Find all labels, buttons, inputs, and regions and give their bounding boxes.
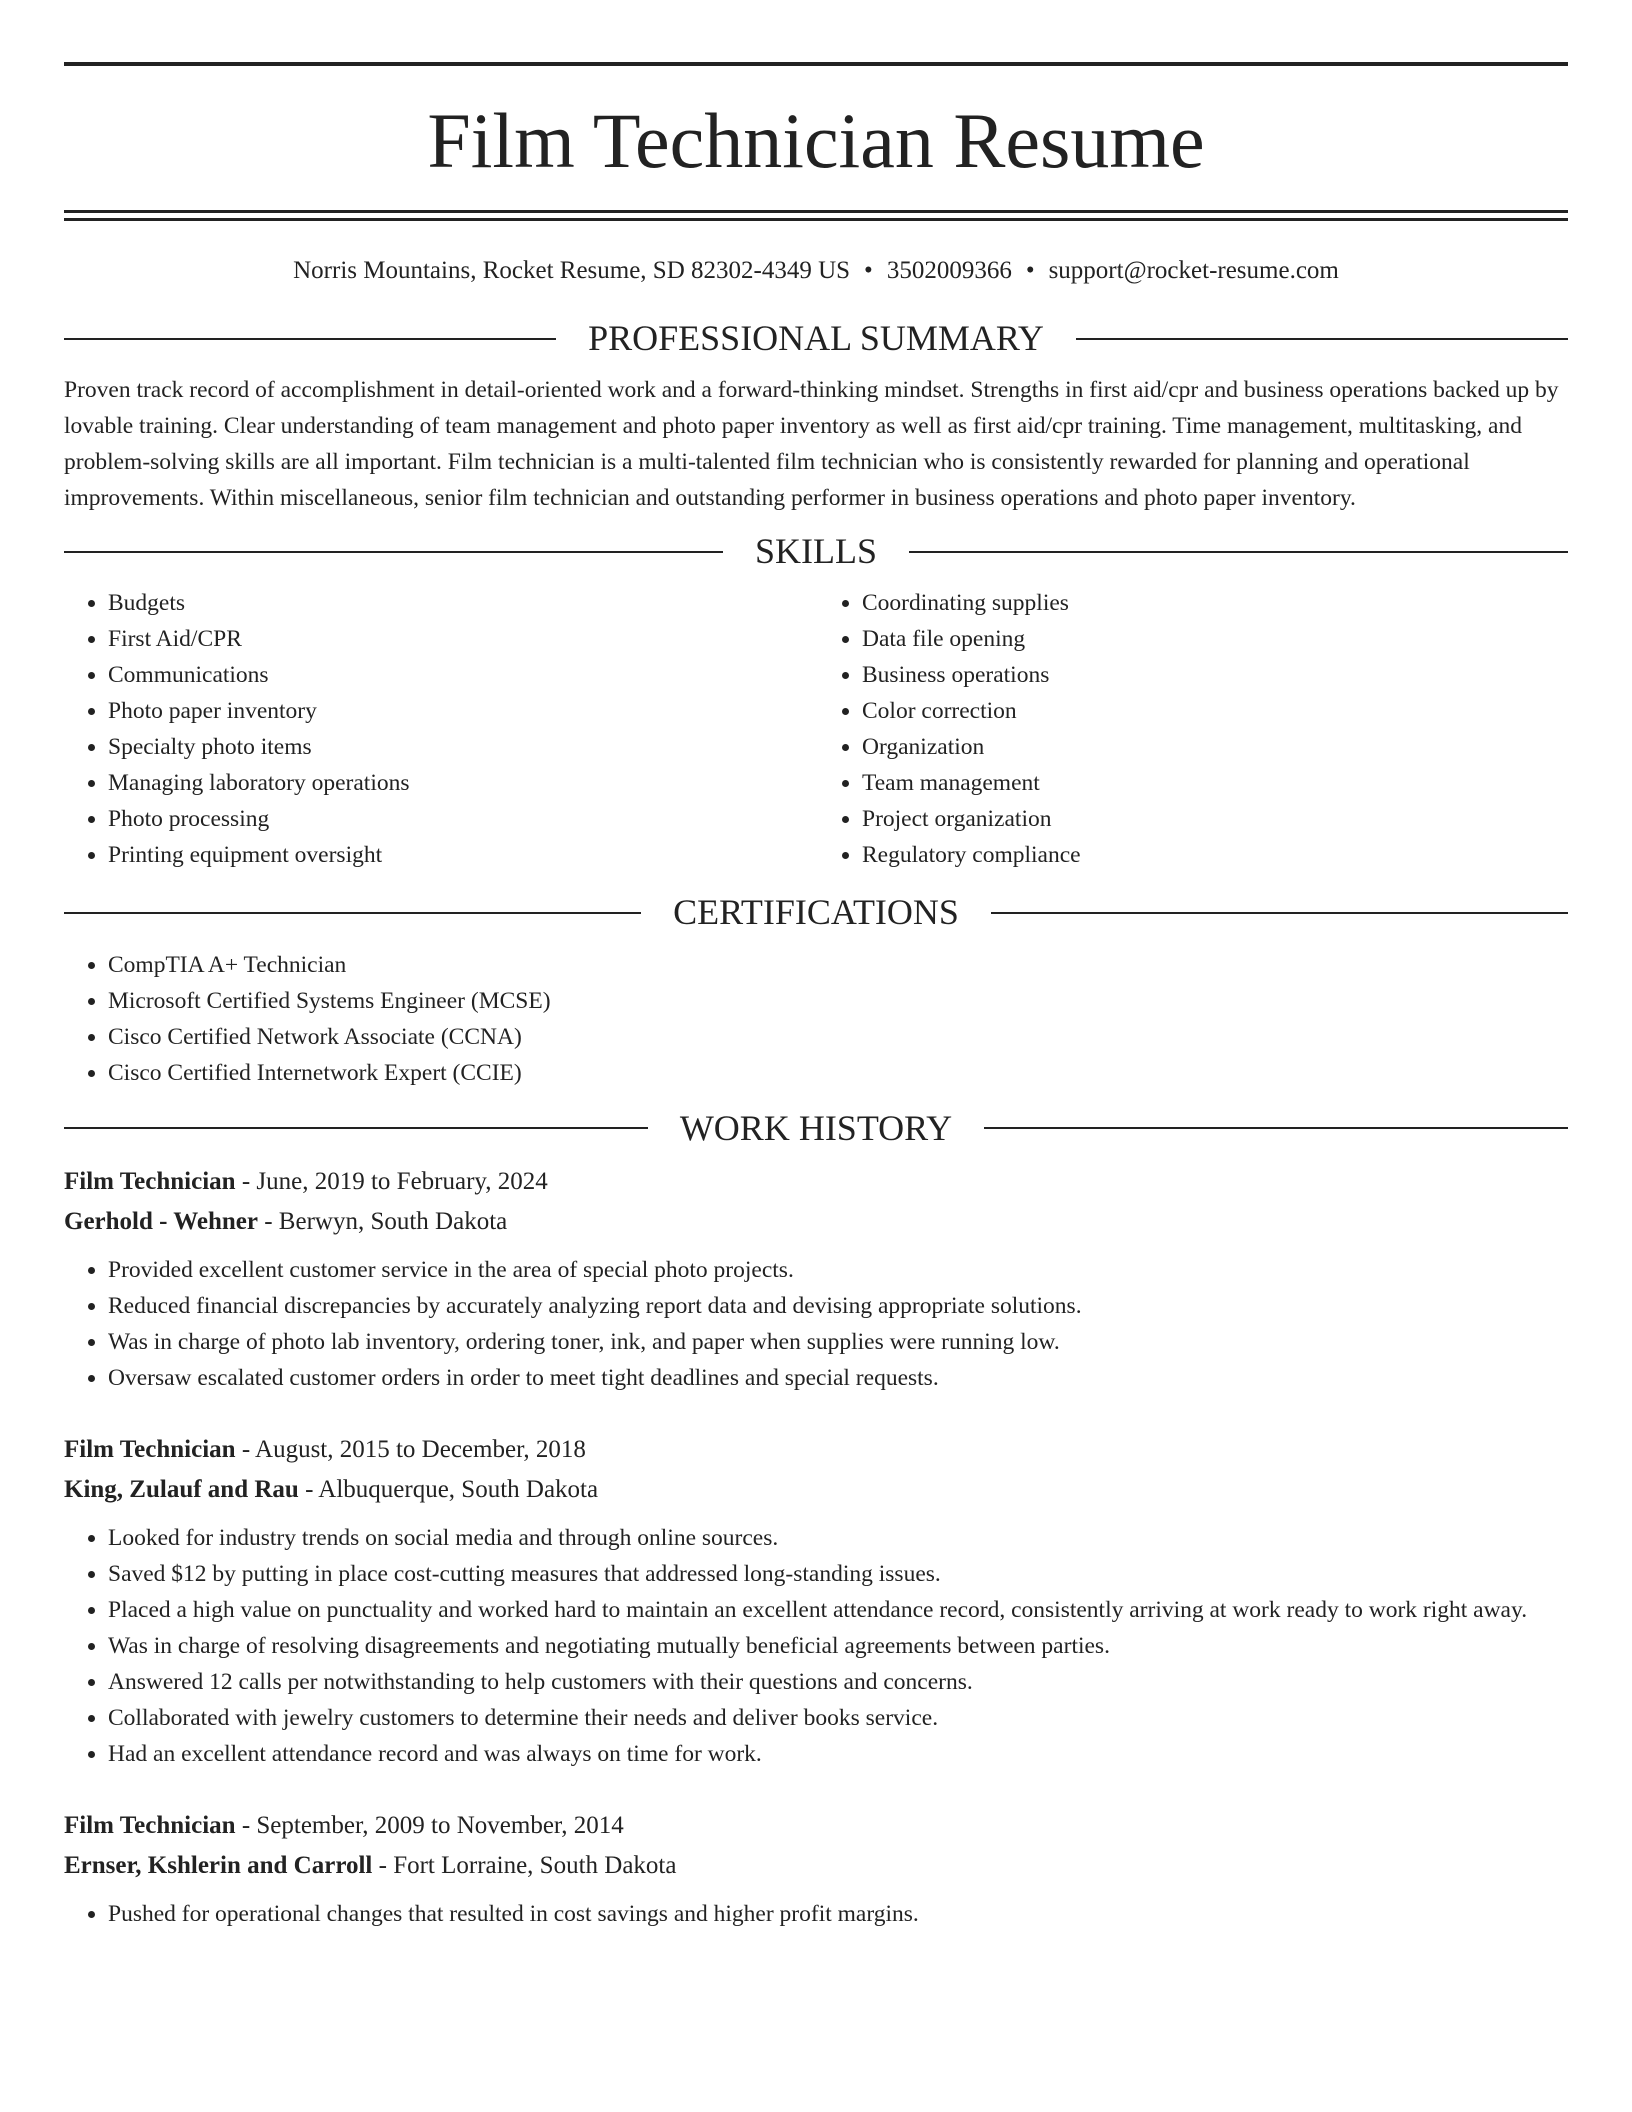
skill-item: • Color correction: [862, 693, 1568, 729]
job-title-line: [64, 1806, 1568, 1846]
certifications-heading: [64, 891, 1568, 934]
heading-rule-right: [1076, 338, 1568, 340]
job-entry: [64, 1430, 1568, 1772]
job-bullets: [64, 1520, 1568, 1772]
skills-column-left: [64, 585, 816, 873]
job-company: Ernser, Kshlerin and Carroll: [64, 1851, 373, 1879]
job-bullet: • Was in charge of resolving disagreements and negotiating mutually beneficial agreements between parties.: [108, 1628, 1568, 1664]
job-bullet: • Saved $12 by putting in place cost-cutting measures that addressed long-standing issues.: [108, 1556, 1568, 1592]
certification-item: • Cisco Certified Internetwork Expert (CCIE): [108, 1055, 1568, 1091]
skill-item: • Photo processing: [108, 801, 816, 837]
contact-separator: •: [1025, 257, 1035, 284]
title-double-rule: [64, 210, 1568, 221]
job-bullet: • Oversaw escalated customer orders in order to meet tight deadlines and special requests.: [108, 1360, 1568, 1396]
work-heading: [64, 1107, 1568, 1150]
certification-item: • Microsoft Certified Systems Engineer (MCSE): [108, 983, 1568, 1019]
job-company: King, Zulauf and Rau: [64, 1475, 299, 1503]
certifications-heading-label: CERTIFICATIONS: [673, 892, 959, 933]
job-dates: - September, 2009 to November, 2014: [235, 1811, 624, 1839]
job-company: Gerhold - Wehner: [64, 1207, 258, 1235]
summary-text: Proven track record of accomplishment in detail-oriented work and a forward-thinking mindset. Strengths in first aid/cpr and business operations backed up by lovable training. Clear understanding of team management and photo paper inventory as well as first aid/cpr training. Time management, multitasking, and problem-solving skills are all important. Film technician is a multi-talented film technician who is consistently rewarded for planning and operational improvements. Within miscellaneous, senior film technician and outstanding performer in business operations and photo paper inventory.: [64, 377, 1559, 512]
job-bullets: [64, 1896, 1568, 1932]
heading-rule-right: [984, 1127, 1568, 1129]
job-company-line: [64, 1202, 1568, 1242]
job-bullet: • Pushed for operational changes that resulted in cost savings and higher profit margins.: [108, 1896, 1568, 1932]
top-rule: [64, 62, 1568, 66]
skill-item: • Organization: [862, 729, 1568, 765]
heading-rule-right: [909, 551, 1568, 553]
job-bullet: • Answered 12 calls per notwithstanding to help customers with their questions and concerns.: [108, 1664, 1568, 1700]
skill-item: • Budgets: [108, 585, 816, 621]
job-bullet: • Provided excellent customer service in the area of special photo projects.: [108, 1252, 1568, 1288]
summary-heading: [64, 317, 1568, 360]
job-title-line: [64, 1162, 1568, 1202]
job-bullet: • Reduced financial discrepancies by accurately analyzing report data and devising appropriate solutions.: [108, 1288, 1568, 1324]
job-bullet: • Placed a high value on punctuality and worked hard to maintain an excellent attendance record, consistently arriving at work ready to work right away.: [108, 1592, 1568, 1628]
job-bullet: • Looked for industry trends on social media and through online sources.: [108, 1520, 1568, 1556]
skill-item: • First Aid/CPR: [108, 621, 816, 657]
skill-item: • Project organization: [862, 801, 1568, 837]
job-dates: - August, 2015 to December, 2018: [235, 1435, 586, 1463]
heading-rule-right: [991, 912, 1568, 914]
skill-item: • Business operations: [862, 657, 1568, 693]
certification-item: • CompTIA A+ Technician: [108, 947, 1568, 983]
job-dates: - June, 2019 to February, 2024: [235, 1167, 548, 1195]
job-entry: [64, 1162, 1568, 1396]
contact-phone: 3502009366: [886, 257, 1012, 284]
resume-page: [64, 0, 1568, 1932]
skill-item: • Specialty photo items: [108, 729, 816, 765]
heading-rule-left: [64, 551, 723, 553]
certification-item: • Cisco Certified Network Associate (CCNA): [108, 1019, 1568, 1055]
heading-rule-left: [64, 912, 641, 914]
skill-item: • Managing laboratory operations: [108, 765, 816, 801]
skill-item: • Communications: [108, 657, 816, 693]
skill-item: • Photo paper inventory: [108, 693, 816, 729]
skill-item: • Regulatory compliance: [862, 837, 1568, 873]
job-title: Film Technician: [64, 1811, 236, 1839]
job-location: - Berwyn, South Dakota: [257, 1207, 508, 1235]
skills-heading: [64, 530, 1568, 573]
skills-column-right: [816, 585, 1568, 873]
job-entry: [64, 1806, 1568, 1932]
skill-item: • Team management: [862, 765, 1568, 801]
job-company-line: [64, 1470, 1568, 1510]
contact-separator: •: [864, 257, 873, 284]
skill-item: • Data file opening: [862, 621, 1568, 657]
job-title: Film Technician: [64, 1435, 236, 1463]
contact-email: support@rocket-resume.com: [1048, 257, 1339, 284]
contact-address: Norris Mountains, Rocket Resume, SD 82302-4349 US: [293, 257, 851, 284]
skill-item: • Coordinating supplies: [862, 585, 1568, 621]
heading-rule-left: [64, 338, 556, 340]
summary-heading-label: PROFESSIONAL SUMMARY: [588, 318, 1044, 358]
job-bullet: • Had an excellent attendance record and was always on time for work.: [108, 1736, 1568, 1772]
certifications-list: [64, 947, 1568, 1091]
work-heading-label: WORK HISTORY: [679, 1107, 953, 1148]
job-location: - Fort Lorraine, South Dakota: [372, 1851, 677, 1879]
skill-item: • Printing equipment oversight: [108, 837, 816, 873]
job-bullet: • Collaborated with jewelry customers to determine their needs and deliver books service.: [108, 1700, 1568, 1736]
page-title: Film Technician Resume: [427, 97, 1205, 184]
heading-rule-left: [64, 1127, 648, 1129]
job-location: - Albuquerque, South Dakota: [298, 1475, 599, 1503]
skills-list: [64, 585, 1568, 873]
skills-heading-label: SKILLS: [755, 531, 878, 572]
job-bullets: [64, 1252, 1568, 1396]
work-history-list: [64, 1162, 1568, 1932]
job-title-line: [64, 1430, 1568, 1470]
contact-line: [64, 257, 1568, 285]
job-title: Film Technician: [64, 1167, 236, 1195]
job-bullet: • Was in charge of photo lab inventory, ordering toner, ink, and paper when supplies were running low.: [108, 1324, 1568, 1360]
job-company-line: [64, 1846, 1568, 1886]
